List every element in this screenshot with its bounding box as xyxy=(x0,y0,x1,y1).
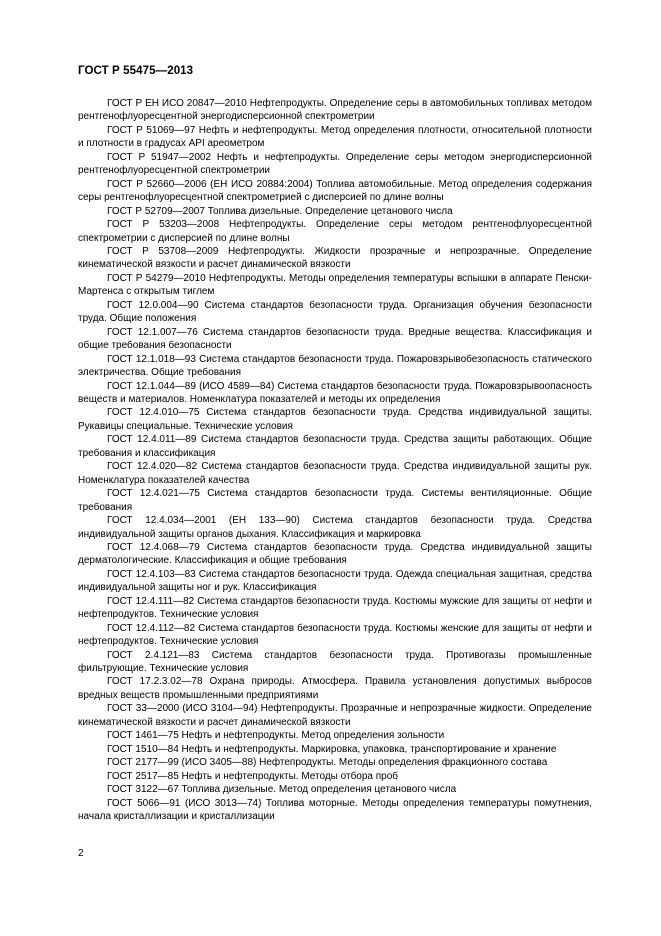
reference-entry: ГОСТ 2.4.121—83 Система стандартов безопасности труда. Противогазы промышленные фильтрующие. Технические условия xyxy=(78,649,592,675)
reference-entry: ГОСТ 12.4.010—75 Система стандартов безопасности труда. Средства индивидуальной защиты. Рукавицы специальные. Технические условия xyxy=(78,407,592,432)
reference-entry: ГОСТ Р 53203—2008 Нефтепродукты. Определение серы методом рентгенофлуоресцентной спектрометрии с дисперсией по длине волны xyxy=(78,219,592,244)
page-number: 2 xyxy=(78,848,84,859)
reference-entry: ГОСТ 12.4.103—83 Система стандартов безопасности труда. Одежда специальная защитная, средства индивидуальной защиты ног и рук. Классификация xyxy=(78,568,592,594)
reference-entry: ГОСТ 2177—99 (ИСО 3405—88) Нефтепродукты. Методы определения фракционного состава xyxy=(107,757,548,769)
reference-entry: ГОСТ Р 51947—2002 Нефть и нефтепродукты. Определение серы методом энергодисперсионной рентгенофлуоресцентной спектрометрии xyxy=(78,151,592,177)
reference-entry: ГОСТ 12.1.044—89 (ИСО 4589—84) Система стандартов безопасности труда. Пожаровзрывоопасность веществ и материалов. Номенклатура показателей и методы их определения xyxy=(78,380,592,405)
reference-entry: ГОСТ 12.0.004—90 Система стандартов безопасности труда. Организация обучения безопасности труда. Общие положения xyxy=(78,299,592,325)
reference-entry: ГОСТ 1510—84 Нефть и нефтепродукты. Маркировка, упаковка, транспортирование и хранение xyxy=(107,743,557,755)
reference-entry: ГОСТ 1461—75 Нефть и нефтепродукты. Метод определения зольности xyxy=(107,730,445,742)
reference-entry: ГОСТ 12.4.020—82 Система стандартов безопасности труда. Средства индивидуальной защиты рук. Номенклатура показателей качества xyxy=(78,461,592,486)
reference-entry: ГОСТ 12.4.021—75 Система стандартов безопасности труда. Системы вентиляционные. Общие требования xyxy=(78,488,592,513)
reference-entry: ГОСТ 12.4.111—82 Система стандартов безопасности труда. Костюмы мужские для защиты от нефти и нефтепродуктов. Технические условия xyxy=(78,595,592,621)
reference-entry: ГОСТ Р 51069—97 Нефть и нефтепродукты. Метод определения плотности, относительной плотности и плотности в градусах API ареометром xyxy=(78,124,592,150)
reference-entry: ГОСТ 12.4.068—79 Система стандартов безопасности труда. Средства индивидуальной защиты дерматологические. Классификация и общие требования xyxy=(78,541,592,567)
normative-references-list xyxy=(78,97,592,823)
reference-entry: ГОСТ 3122—67 Топлива дизельные. Метод определения цетанового числа xyxy=(107,784,457,796)
reference-entry: ГОСТ 17.2.3.02—78 Охрана природы. Атмосфера. Правила установления допустимых выбросов вредных веществ промышленными предприятиями xyxy=(78,676,592,701)
reference-entry: ГОСТ 12.1.007—76 Система стандартов безопасности труда. Вредные вещества. Классификация и общие требования безопасности xyxy=(78,326,592,352)
reference-entry: ГОСТ 12.4.011—89 Система стандартов безопасности труда. Средства защиты работающих. Общие требования и классификация xyxy=(78,434,592,459)
reference-entry: ГОСТ Р ЕН ИСО 20847—2010 Нефтепродукты. Определение серы в автомобильных топливах методом рентгенофлуоресцентной энергодисперсионной спектрометрии xyxy=(78,98,592,123)
reference-entry: ГОСТ Р 52660—2006 (ЕН ИСО 20884:2004) Топлива автомобильные. Метод определения содержания серы рентгенофлуоресцентной спектрометрией с дисперсией по длине волны xyxy=(78,178,592,204)
reference-entry: ГОСТ Р 52709—2007 Топлива дизельные. Определение цетанового числа xyxy=(107,205,453,217)
reference-entry: ГОСТ 12.4.112—82 Система стандартов безопасности труда. Костюмы женские для защиты от нефти и нефтепродуктов. Технические условия xyxy=(78,622,592,648)
reference-entry: ГОСТ 12.4.034—2001 (ЕН 133—90) Система стандартов безопасности труда. Средства индивидуальной защиты органов дыхания. Классификация и маркировка xyxy=(78,515,592,540)
reference-entry: ГОСТ Р 54279—2010 Нефтепродукты. Методы определения температуры вспышки в аппарате Пенски-Мартенса с открытым тиглем xyxy=(78,272,592,298)
document-header: ГОСТ Р 55475—2013 xyxy=(78,65,194,77)
reference-entry: ГОСТ 12.1.018—93 Система стандартов безопасности труда. Пожаровзрывобезопасность статического электричества. Общие требования xyxy=(78,353,592,379)
reference-entry: ГОСТ 33—2000 (ИСО 3104—94) Нефтепродукты. Прозрачные и непрозрачные жидкости. Определение кинематической вязкости и расчет динамической вязкости xyxy=(78,703,592,728)
reference-entry: ГОСТ 5066—91 (ИСО 3013—74) Топлива моторные. Методы определения температуры помутнения, начала кристаллизации и кристаллизации xyxy=(78,797,592,823)
reference-entry: ГОСТ Р 53708—2009 Нефтепродукты. Жидкости прозрачные и непрозрачные. Определение кинематической вязкости и расчет динамической вязкости xyxy=(78,245,592,271)
reference-entry: ГОСТ 2517—85 Нефть и нефтепродукты. Методы отбора проб xyxy=(107,770,399,782)
